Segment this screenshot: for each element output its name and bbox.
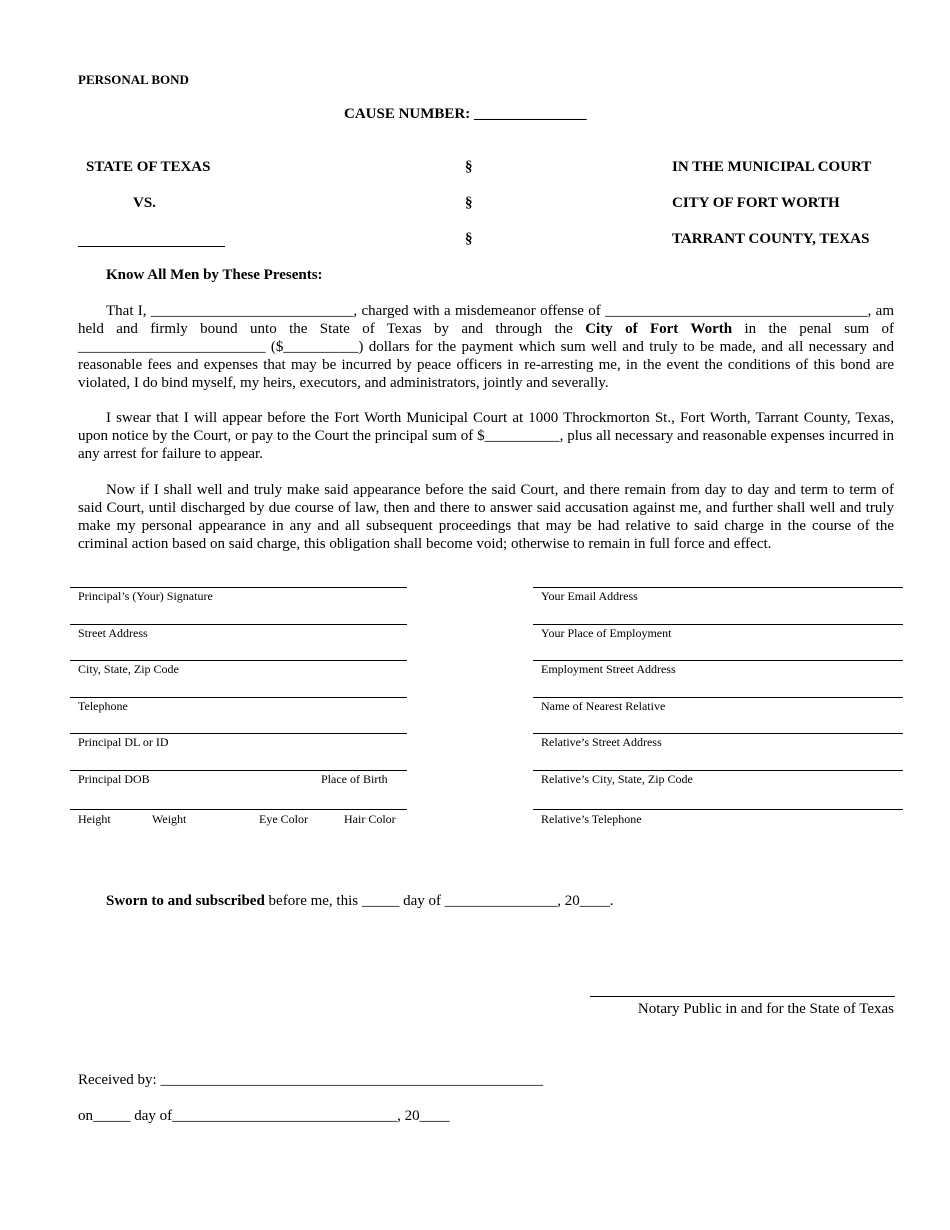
employment-line[interactable] bbox=[533, 624, 903, 625]
city-state-zip-line[interactable] bbox=[70, 660, 407, 661]
nearest-relative-label: Name of Nearest Relative bbox=[541, 699, 666, 713]
telephone-label: Telephone bbox=[78, 699, 128, 713]
caption-vs: VS. bbox=[133, 195, 156, 211]
caption-city: CITY OF FORT WORTH bbox=[672, 195, 840, 211]
signature-line[interactable] bbox=[70, 587, 407, 588]
bond-paragraph-1: That I, ___________________________, charged with a misdemeanor offense of ___________________________________, am held and firmly bound unto the State of Texas by and through the City of Fort Worth in the penal sum of _________________________ ($__________) dollars for the payment which sum well and truly to be made, and all necessary and reasonable fees and expenses that may be incurred by peace officers in re-arresting me, in the event the conditions of this bond are violated, I do bind myself, my heirs, executors, and administrators, jointly and severally. bbox=[78, 303, 894, 391]
weight-label: Weight bbox=[152, 812, 187, 826]
email-label: Your Email Address bbox=[541, 589, 638, 603]
street-address-label: Street Address bbox=[78, 626, 148, 640]
appearance-paragraph: I swear that I will appear before the Fort Worth Municipal Court at 1000 Throckmorton St., Fort Worth, Tarrant County, Texas, upon notice by the Court, or pay to the Court the principal sum of $__________, plus all necessary and reasonable expenses incurred in any arrest for failure to appear. bbox=[78, 410, 894, 462]
caption-court: IN THE MUNICIPAL COURT bbox=[672, 159, 872, 175]
street-address-line[interactable] bbox=[70, 624, 407, 625]
section-symbol: § bbox=[465, 231, 473, 247]
cause-number: CAUSE NUMBER: _______________ bbox=[344, 106, 587, 122]
sworn-statement: Sworn to and subscribed before me, this _____ day of _______________, 20____. bbox=[106, 893, 614, 909]
employment-street-line[interactable] bbox=[533, 660, 903, 661]
relative-street-label: Relative’s Street Address bbox=[541, 735, 662, 749]
form-title: PERSONAL BOND bbox=[78, 72, 189, 87]
caption-state: STATE OF TEXAS bbox=[86, 159, 211, 175]
dob-label: Principal DOB bbox=[78, 772, 150, 786]
physical-description-line[interactable] bbox=[70, 809, 407, 810]
relative-street-line[interactable] bbox=[533, 733, 903, 734]
dl-id-label: Principal DL or ID bbox=[78, 735, 169, 749]
dl-id-line[interactable] bbox=[70, 733, 407, 734]
employment-street-label: Employment Street Address bbox=[541, 662, 676, 676]
section-symbol: § bbox=[465, 159, 473, 175]
relative-telephone-line[interactable] bbox=[533, 809, 903, 810]
employment-label: Your Place of Employment bbox=[541, 626, 672, 640]
received-by: Received by: ___________________________________________________ bbox=[78, 1072, 543, 1088]
dob-line[interactable] bbox=[70, 770, 407, 771]
height-label: Height bbox=[78, 812, 111, 826]
relative-city-label: Relative’s City, State, Zip Code bbox=[541, 772, 693, 786]
place-of-birth-label: Place of Birth bbox=[321, 772, 388, 786]
defendant-name-line[interactable] bbox=[78, 246, 225, 247]
email-line[interactable] bbox=[533, 587, 903, 588]
relative-telephone-label: Relative’s Telephone bbox=[541, 812, 642, 826]
section-symbol: § bbox=[465, 195, 473, 211]
hair-color-label: Hair Color bbox=[344, 812, 396, 826]
notary-label: Notary Public in and for the State of Texas bbox=[637, 1001, 894, 1017]
relative-city-line[interactable] bbox=[533, 770, 903, 771]
nearest-relative-line[interactable] bbox=[533, 697, 903, 698]
city-state-zip-label: City, State, Zip Code bbox=[78, 662, 179, 676]
eye-color-label: Eye Color bbox=[259, 812, 308, 826]
signature-label: Principal’s (Your) Signature bbox=[78, 589, 213, 603]
caption-county: TARRANT COUNTY, TEXAS bbox=[672, 231, 870, 247]
telephone-line[interactable] bbox=[70, 697, 407, 698]
conditions-paragraph: Now if I shall well and truly make said appearance before the said Court, and there remain from day to day and term to term of said Court, until discharged by due course of law, then and there to answer said accusation against me, and further shall well and truly make my personal appearance in any and all subsequent proceedings that may be had relative to said charge in the course of the criminal action based on said charge, this obligation shall become void; otherwise to remain in full force and effect. bbox=[78, 482, 894, 552]
received-date: on_____ day of______________________________, 20____ bbox=[78, 1108, 450, 1124]
notary-signature-line[interactable] bbox=[590, 996, 895, 997]
know-all-men-heading: Know All Men by These Presents: bbox=[106, 267, 323, 283]
